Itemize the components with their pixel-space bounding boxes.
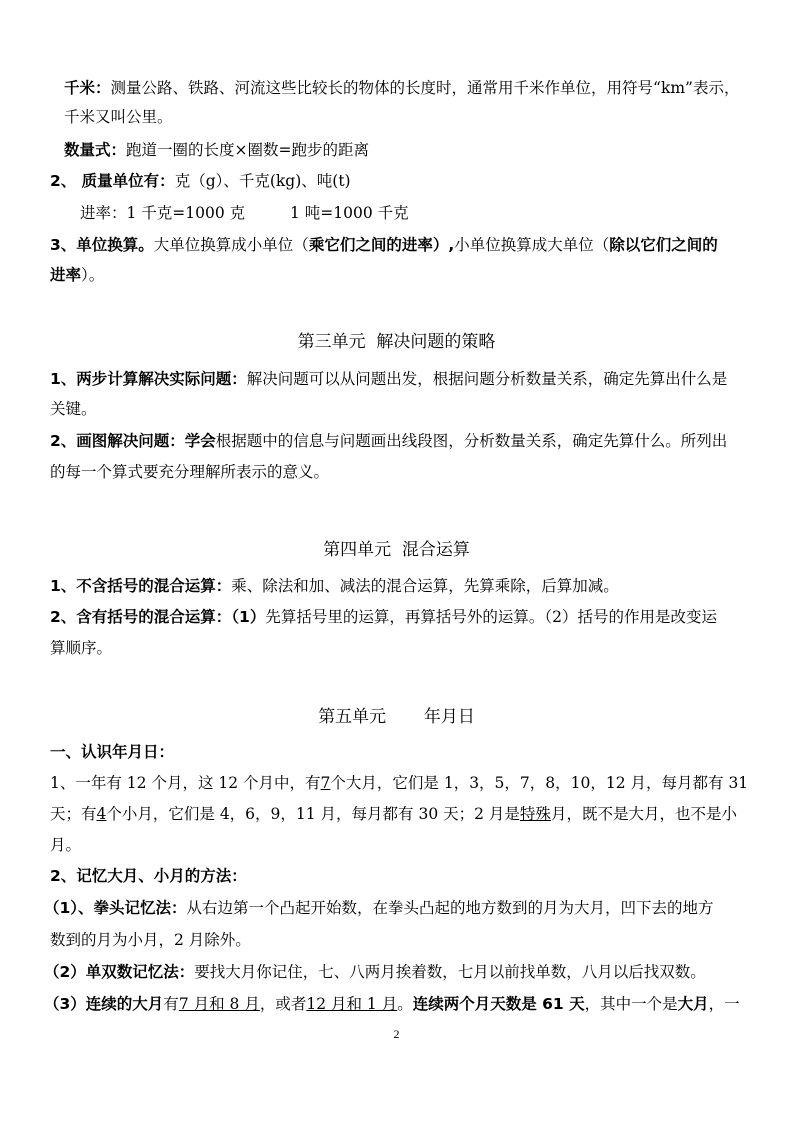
method-2-heading: （2）单双数记忆法： — [44, 963, 195, 981]
unit3-title: 第三单元 解决问题的策略 — [297, 332, 496, 352]
km-heading: 千米： — [64, 79, 111, 97]
big-month-count: 7 — [320, 774, 331, 792]
unit3-p2-2 — [50, 461, 329, 483]
mass-units-heading: 2、 质量单位有： — [50, 172, 175, 190]
method-2-text: 要找大月你记住，七、八两月挨着数，七月以前找单数，八月以后找双数。 — [194, 963, 706, 981]
page-number: 2 — [393, 1027, 400, 1041]
unit3-p2-heading: 2、画图解决问题：学会 — [50, 432, 216, 450]
consecutive-months-2: 12 月和 1 月 — [306, 995, 398, 1013]
unit-conversion-line — [50, 234, 718, 256]
unit-conversion-bold-3: 进率 — [50, 266, 82, 284]
unit3-p1-text: 解决问题可以从问题出发，根据问题分析数量关系，确定先算出什么是 — [246, 370, 728, 388]
unit4-p2 — [50, 606, 717, 628]
method-1-text-2: 数到的月为小月，2 月除外。 — [50, 931, 251, 949]
unit3-p2-text-2: 的每一个算式要充分理解所表示的意义。 — [50, 463, 330, 481]
method-1-2 — [50, 929, 251, 951]
conversion-rate-t: 1 吨=1000 千克 — [290, 204, 409, 222]
mass-units-text: 克（g）、千克(kg)、吨(t) — [174, 172, 351, 190]
method-3-text-4: ，其中一个是 — [584, 995, 678, 1013]
unit4-p1-heading: 1、不含括号的混合运算： — [50, 577, 232, 595]
unit4-p2-text: 先算括号里的运算，再算括号外的运算。（2）括号的作用是改变运 — [265, 608, 717, 626]
unit-conversion-heading: 3、单位换算。 — [50, 236, 154, 254]
method-2 — [44, 961, 706, 983]
conversion-rate-2 — [290, 202, 409, 224]
unit5-p2-text-a: 天；有 — [50, 805, 97, 823]
method-3-text-1: 有 — [163, 995, 179, 1013]
formula-heading: 数量式： — [64, 141, 127, 159]
unit4-p1 — [50, 575, 619, 597]
unit5-p2 — [50, 803, 737, 825]
method-3-bold-1: 连续两个月天数是 61 天 — [412, 995, 585, 1013]
unit5-section-1: 一、认识年月日： — [50, 743, 175, 761]
unit-conversion-line-2 — [50, 264, 104, 286]
small-month-count: 4 — [96, 805, 107, 823]
unit-conversion-bold-2: 除以它们之间的 — [609, 236, 718, 254]
km-line — [64, 77, 739, 99]
unit5-p2-text-c: 月，既不是大月，也不是小 — [550, 805, 737, 823]
unit3-p1-heading: 1、两步计算解决实际问题： — [50, 370, 247, 388]
method-3-heading: （3）连续的大月 — [44, 995, 164, 1013]
formula-line — [64, 139, 369, 161]
special-word: 特殊 — [519, 805, 551, 823]
unit5-p1-text-a: 1、一年有 12 个月，这 12 个月中，有 — [50, 774, 321, 792]
unit3-p2-text: 根据题中的信息与问题画出线段图，分析数量关系，确定先算什么。所列出 — [215, 432, 728, 450]
km-text: 测量公路、铁路、河流这些比较长的物体的长度时，通常用千米作单位，用符号“km”表示， — [110, 79, 740, 97]
consecutive-months-1: 7 月和 8 月 — [178, 995, 260, 1013]
unit4-title: 第四单元 混合运算 — [323, 540, 470, 560]
unit4-p2-text-2: 算顺序。 — [50, 639, 113, 657]
km-text-2: 千米又叫公里。 — [64, 108, 173, 126]
unit3-p1 — [50, 368, 727, 390]
unit-conversion-text-1: 大单位换算成小单位（ — [153, 236, 309, 254]
unit3-p1-text-2: 关键。 — [50, 400, 97, 418]
method-1 — [44, 897, 714, 919]
unit-conversion-text-3: ）。 — [81, 266, 105, 284]
conversion-rate-1 — [80, 202, 245, 224]
unit-conversion-text-2: 小单位换算成大单位（ — [454, 236, 610, 254]
unit5-p3: 月。 — [50, 836, 82, 854]
unit5-title: 第五单元 年月日 — [318, 707, 475, 727]
unit4-p1-text: 乘、除法和加、减法的混合运算，先算乘除，后算加减。 — [231, 577, 619, 595]
method-3 — [44, 993, 740, 1015]
method-3-bold-2: 大月 — [677, 995, 709, 1013]
mass-units-line — [50, 170, 351, 192]
unit4-p2-2 — [50, 637, 112, 659]
method-1-text: 从右边第一个凸起开始数，在拳头凸起的地方数到的月为大月，凹下去的地方 — [186, 899, 714, 917]
unit5-p1 — [50, 772, 748, 794]
unit3-p2 — [50, 430, 727, 452]
method-3-text-5: ，一 — [708, 995, 740, 1013]
unit5-section-2: 2、记忆大月、小月的方法： — [50, 867, 247, 885]
unit3-p1-2 — [50, 398, 97, 420]
km-line-2 — [64, 106, 173, 128]
method-3-text-3: 。 — [397, 995, 413, 1013]
unit-conversion-bold-1: 乘它们之间的进率）, — [308, 236, 455, 254]
method-3-text-2: ，或者 — [259, 995, 307, 1013]
unit5-p1-text-b: 个大月，它们是 1，3，5，7，8，10，12 月，每月都有 31 — [330, 774, 749, 792]
method-1-heading: （1）、拳头记忆法： — [44, 899, 187, 917]
unit5-p2-text-b: 个小月，它们是 4，6，9，11 月，每月都有 30 天；2 月是 — [106, 805, 520, 823]
conversion-rate-kg: 进率：1 千克=1000 克 — [80, 204, 246, 222]
unit4-p2-heading: 2、含有括号的混合运算：（1） — [50, 608, 266, 626]
formula-text: 跑道一圈的长度×圈数=跑步的距离 — [126, 141, 369, 159]
